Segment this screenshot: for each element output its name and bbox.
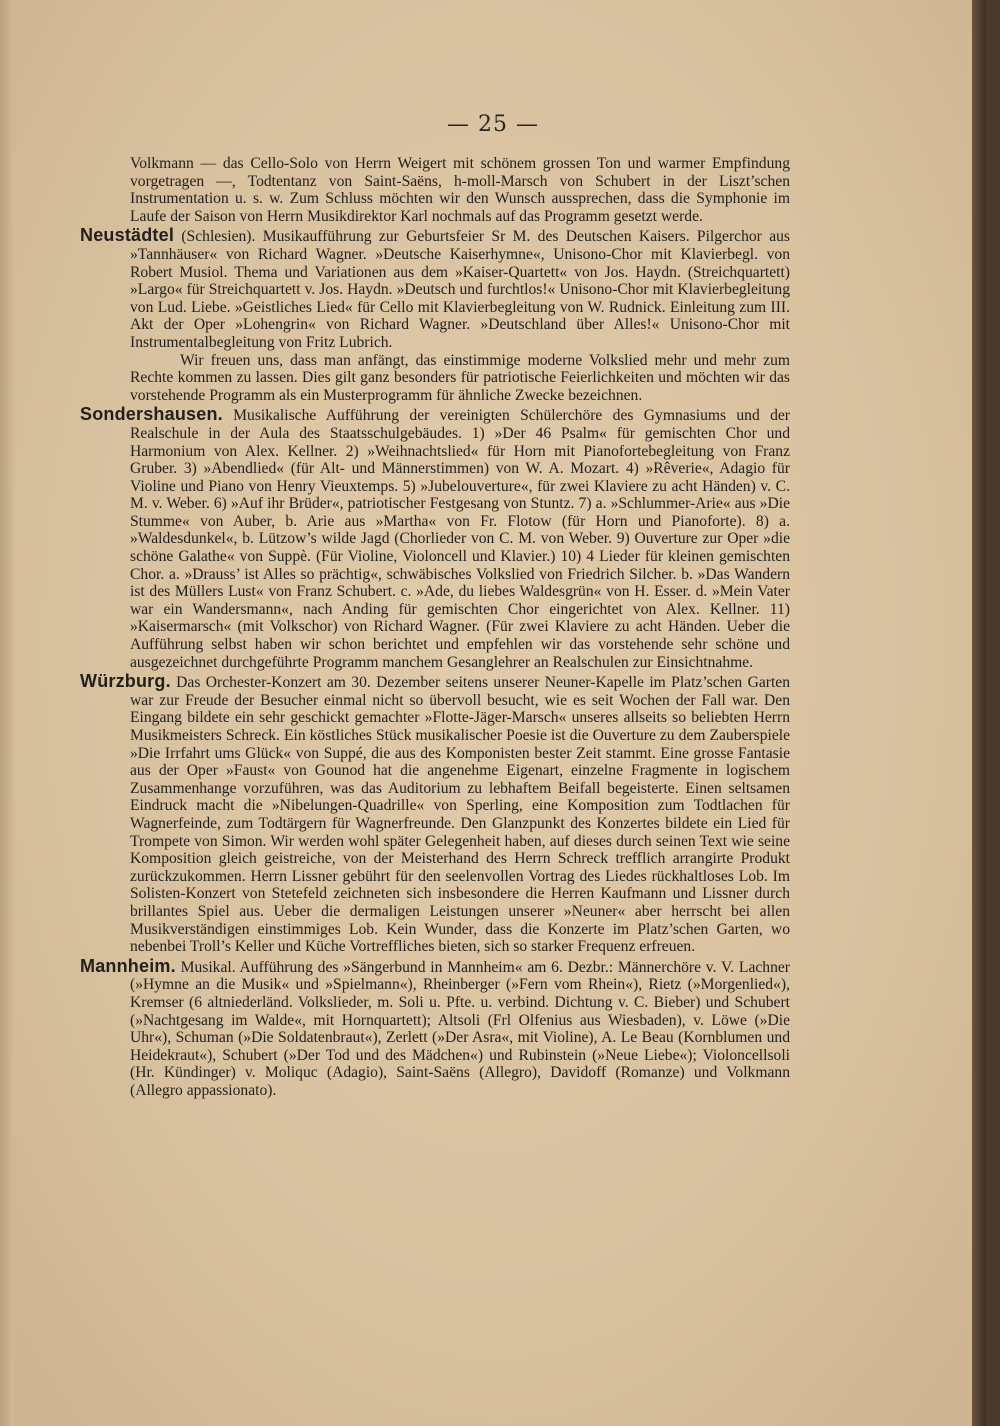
entry-text: Musikalische Aufführung der vereinigten Schülerchöre des Gymnasiums und der Realschule in der Aula des Staatsschulgebäudes. 1) »Der 46 Psalm« für gemischten Chor und Harmonium von Alex. Kellner. 2) »Weihnachtslied« für Horn mit Pianofortebegleitung von Franz Gruber. 3) »Abendlied« (für Alt- und Männerstimmen) von W. A. Mozart. 4) »Rêverie«, Adagio für Violine und Piano von Henry Vieuxtemps. 5) »Jubelouverture«, für zwei Klaviere zu acht Händen) v. C. M. v. Weber. 6) »Auf ihr Brüder«, patriotischer Festgesang von Stuntz. 7) a. »Schlummer-Arie« aus »Die Stumme« von Auber, b. Arie aus »Martha« von Fr. Flotow (für Horn und Pianoforte). 8) a. »Waldesdunkel«, b. Lützow’s wilde Jagd (Chorlieder von C. M. von Weber. 9) Ouverture zur Oper »die schöne Galathe« von Suppè. (Für Violine, Violoncell und Klavier.) 10) 4 Lieder für kleinen gemischten Chor. a. »Drauss’ ist Alles so prächtig«, schwäbisches Volkslied von Friedrich Silcher. b. »Das Wandern ist des Müllers Lust« von Franz Schubert. c. »Ade, du liebes Waldesgrün« von H. Esser. d. »Mein Vater war ein Wandersmann«, nach Anding für gemischten Chor eingerichtet von Alex. Kellner. 11) »Kaisermarsch« (mit Volkschor) von Richard Wagner. (Für zwei Klaviere zu acht Händen. Ueber die Aufführung selbst haben wir schon berichtet und empfehlen wir das vorstehende sehr schöne und ausgezeichnet durchgeführte Programm manchem Gesanglehrer an Realschulen zur Einsichtnahme.	[130, 407, 790, 671]
entry-text: Musikal. Aufführung des »Sängerbund in Mannheim« am 6. Dezbr.: Männerchöre v. V. Lachner (»Hymne an die Musik« und »Spielmann«), Rheinberger (»Fern vom Rhein«), Rietz (»Morgenlied«), Kremser (6 altniederländ. Volkslieder, m. Soli u. Pfte. u. verbind. Dichtung v. C. Bieber) und Schubert (»Nachtgesang im Walde«, mit Hornquartett); Altsoli (Frl Olfenius aus Wiesbaden), v. Löwe (»Die Uhr«), Schuman (»Die Soldatenbraut«), Zerlett (»Der Asra«, mit Violine), A. Le Beau (Kornblumen und Heidekraut«), Schubert (»Der Tod und des Mädchen«) und Rubinstein (»Neue Liebe«); Violoncellsoli (Hr. Kündinger) v. Moliquc (Adagio), Saint-Saëns (Allegro), Davidoff (Romanze) und Volkmann (Allegro appassionato).	[130, 958, 790, 1099]
intro-paragraph: Volkmann — das Cello-Solo von Herrn Weigert mit schönem grossen Ton und warmer Empfindung vorgetragen —, Todtentanz von Saint-Saëns, h-moll-Marsch von Schubert in der Liszt’schen Instrumentation u. s. w. Zum Schluss möchten wir den Wunsch aussprechen, dass die Symphonie im Laufe der Saison von Herrn Musikdirektor Karl nochmals auf das Programm gesetzt werde.	[130, 155, 790, 225]
entry-neustaedtel	[80, 227, 790, 404]
page-edge	[972, 0, 986, 1426]
entry-wuerzburg	[80, 673, 790, 956]
page-number: — 25 —	[447, 112, 539, 137]
entry-city: Neustädtel	[80, 225, 175, 246]
entry-sondershausen	[80, 406, 790, 671]
entry-followup: Wir freuen uns, dass man anfängt, das einstimmige moderne Volkslied mehr und mehr zum Rechte kommen zu lassen. Dies gilt ganz besonders für patriotische Feierlichkeiten und möchten wir das vorstehende Programm als ein Musterprogramm für ähnliche Zwecke bezeichnen.	[130, 351, 790, 404]
entry-city: Würzburg.	[80, 671, 171, 692]
article-body	[80, 155, 790, 1099]
entry-text: (Schlesien). Musikaufführung zur Geburtsfeier Sr M. des Deutschen Kaisers. Pilgerchor aus »Tannhäuser« von Richard Wagner. »Deutsche Kaiserhymne«, Unisono-Chor mit Klavierbegl. von Robert Musiol. Thema und Variationen aus dem »Kaiser-Quartett« von Jos. Haydn. (Streichquartett) »Largo« für Streichquartett v. Jos. Haydn. »Deutsch und furchtlos!« Unisono-Chor mit Klavierbegleitung von Lud. Liebe. »Geistliches Lied« für Cello mit Klavierbegleitung von W. Rudnick. Einleitung zum III. Akt der Oper »Lohengrin« von Richard Wagner. »Deutschland über Alles!« Unisono-Chor mit Instrumentalbegleitung von Fritz Lubrich.	[130, 228, 790, 351]
entry-text: Das Orchester-Konzert am 30. Dezember seitens unserer Neuner-Kapelle im Platz’schen Garten war zur Freude der Besucher einmal nicht so übervoll besucht, wie es seit Wochen der Fall war. Den Eingang bildete ein sehr geschickt gemachter »Flotte-Jäger-Marsch« unseres allseits so beliebten Herrn Musikmeisters Schreck. Ein köstliches Stück musikalischer Poesie ist die Ouverture zu dem Zauberspiele »Die Irrfahrt ums Glück« von Suppé, die aus des Komponisten bester Zeit stammt. Eine grosse Fantasie aus der Oper »Faust« von Gounod hat die angenehme Eigenart, einzelne Fragmente in logischem Zusammenhange vorzuführen, was das Auditorium zu lebhaftem Beifall begeisterte. Einen seltsamen Eindruck macht die »Nibelungen-Quadrille« von Sperling, eine Komposition zum Todtlachen für Wagnerfeinde, zum Todtärgern für Wagnerfreunde. Den Glanzpunkt des Konzertes bildete ein Lied für Trompete von Simon. Wir werden wohl später Gelegenheit haben, auf dieses durch seinen Text wie seine Komposition gleich geistreiche, von der Meisterhand des Herrn Schreck trefflich arrangirte Produkt zurückzukommen. Herrn Lissner gebührt für den seelenvollen Vortrag des Liedes rückhaltloses Lob. Im Solisten-Konzert von Stetefeld zeichneten sich insbesondere die Herren Kaufmann und Lissner durch brillantes Spiel aus. Ueber die dermaligen Leistungen unserer »Neuner« aber herrscht bei allen Musikverständigen einstimmiges Lob. Kein Wunder, dass die Konzerte im Platz’schen Garten, wo nebenbei Troll’s Keller und Küche Vortreffliches bieten, sich so starker Frequenz erfreuen.	[130, 674, 790, 956]
entry-city: Sondershausen.	[80, 404, 223, 425]
entry-city: Mannheim.	[80, 955, 176, 976]
binding-edge	[0, 0, 14, 1426]
entry-mannheim	[80, 955, 790, 1100]
